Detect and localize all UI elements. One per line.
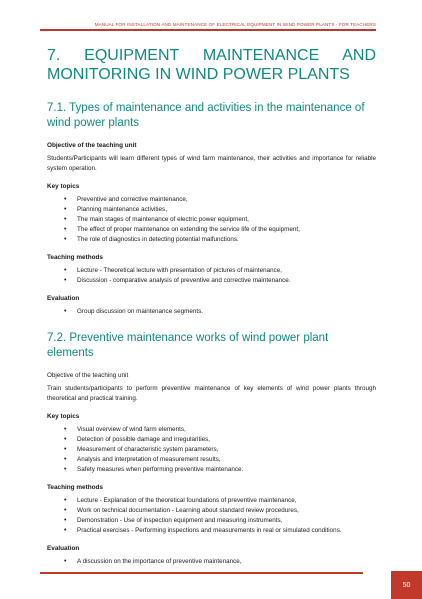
section-7-1-evaluation-list [47,307,376,317]
list-item: • Analysis and interpretation of measurement results, [47,455,376,465]
section-7-1-evaluation-label: Evaluation [47,295,80,302]
section-7-1-objective-label: Objective of the teaching unit [47,142,137,149]
section-7-2-evaluation-list [47,557,376,567]
list-item: • Measurement of characteristic system parameters, [47,445,376,455]
list-item: • Group discussion on maintenance segments. [47,307,376,317]
chapter-title: 7. EQUIPMENT MAINTENANCE AND MONITORING IN WIND POWER PLANTS [47,47,376,83]
section-7-1-title: 7.1. Types of maintenance and activities in the maintenance of wind power plants [47,102,365,129]
list-item: • Detection of possible damage and irregularities, [47,435,376,445]
section-7-1-methods-list [47,266,376,286]
list-item: • Discussion - comparative analysis of preventive and corrective maintenance. [47,276,376,286]
page-content [47,46,376,567]
section-7-1-key-topics-list [47,195,376,245]
list-item: • The effect of proper maintenance on extending the service life of the equipment, [47,225,376,235]
list-item: • Safety measures when performing preventive maintenance. [47,465,376,475]
section-7-2-methods-label: Teaching methods [47,484,103,491]
section-7-1-key-topics-label: Key topics [47,183,80,190]
list-item: • Visual overview of wind farm elements, [47,425,376,435]
header-divider [40,29,376,31]
section-7-2-title: 7.2. Preventive maintenance works of wind power plant elements [47,332,329,359]
section-7-2-key-topics-label: Key topics [47,413,80,420]
list-item: • The main stages of maintenance of electric power equipment, [47,215,376,225]
page-number: 50 [391,571,422,599]
list-item: • Planning maintenance activities, [47,205,376,215]
running-header: MANUAL FOR INSTALLATION AND MAINTENANCE OF ELECTRICAL EQUIPMENT IN WIND POWER PLANTS - FOR TEACHERS [94,22,376,27]
section-7-1-objective-text: Students/Participants will learn different types of wind farm maintenance, their activities and importance for reliable system operation. [47,155,376,172]
list-item: • A discussion on the importance of preventive maintenance, [47,557,376,567]
list-item: • Demonstration - Use of inspection equipment and measuring instruments, [47,516,376,526]
section-7-2-key-topics-list [47,425,376,475]
section-7-2-methods-list [47,496,376,536]
list-item: • Lecture - Theoretical lecture with presentation of pictures of maintenance, [47,266,376,276]
list-item: • Preventive and corrective maintenance, [47,195,376,205]
list-item: • Practical exercises - Performing inspections and measurements in real or simulated conditions. [47,526,376,536]
list-item: • Work on technical documentation - Learning about standard review procedures, [47,506,376,516]
section-7-2-evaluation-label: Evaluation [47,545,80,552]
list-item: • The role of diagnostics in detecting potential malfunctions. [47,235,376,245]
section-7-2-objective-label: Objective of the teaching unit [47,372,129,379]
section-7-1-methods-label: Teaching methods [47,254,103,261]
section-7-2-objective-text: Train students/participants to perform preventive maintenance of key elements of wind power plants through theoretical and practical training. [47,385,376,402]
footer-divider [40,572,363,574]
list-item: • Lecture - Explanation of the theoretical foundations of preventive maintenance, [47,496,376,506]
